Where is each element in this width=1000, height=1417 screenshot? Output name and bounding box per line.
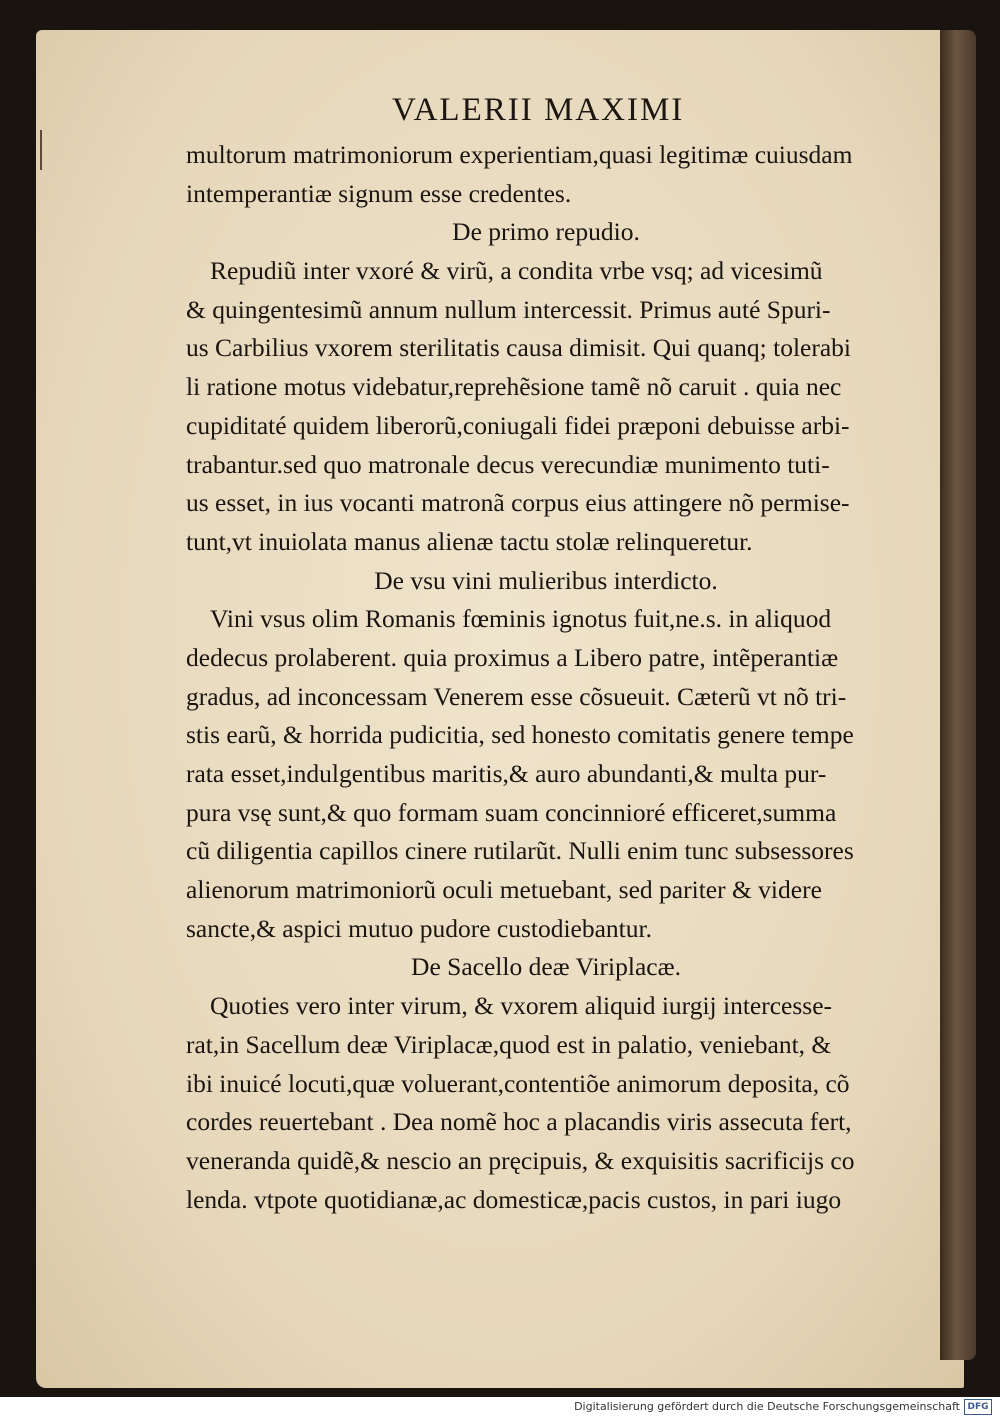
text-line: gradus, ad inconcessam Venerem esse cõsueuit. Cæterũ vt nõ tri- (186, 681, 847, 711)
text-line: intemperantiæ signum esse credentes. (186, 178, 572, 208)
page-edge-mark (40, 130, 52, 170)
text-line: cupiditaté quidem liberorũ,coniugali fidei præponi debuisse arbi- (186, 410, 850, 440)
text-line: dedecus prolaberent. quia proximus a Libero patre, intẽperantiæ (186, 642, 839, 672)
text-line: rat,in Sacellum deæ Viriplacæ,quod est in palatio, veniebant, & (186, 1029, 832, 1059)
text-line: lenda. vtpote quotidianæ,ac domesticæ,pacis custos, in pari iugo (186, 1184, 842, 1214)
text-line: pura vsę sunt,& quo formam suam concinnioré efficeret,summa (186, 797, 837, 827)
text-line: li ratione motus videbatur,reprehẽsione tamẽ nõ caruit . quia nec (186, 372, 842, 402)
text-line: Vini vsus olim Romanis fœminis ignotus fuit,ne.s. in aliquod (210, 604, 832, 634)
text-line: stis earũ, & horrida pudicitia, sed honesto comitatis genere tempe (186, 720, 854, 750)
text-line: trabantur.sed quo matronale decus verecundiæ munimento tuti- (186, 449, 830, 479)
text-line: & quingentesimũ annum nullum intercessit. Primus auté Spuri- (186, 294, 831, 324)
text-line: ibi inuicé locuti,quæ voluerant,contentiõe animorum deposita, cõ (186, 1068, 850, 1098)
text-line: Repudiũ inter vxoré & virũ, a condita vrbe vsq; ad vicesimũ (210, 256, 823, 286)
text-line: alienorum matrimoniorũ oculi metuebant, sed pariter & videre (186, 875, 822, 905)
digitization-credit: Digitalisierung gefördert durch die Deutsche Forschungsgemeinschaft (574, 1400, 960, 1413)
section-heading: De Sacello deæ Viriplacæ. (411, 952, 681, 982)
text-line: us esset, in ius vocanti matronã corpus eius attingere nõ permise- (186, 488, 850, 518)
text-line: Quoties vero inter virum, & vxorem aliquid iurgij intercesse- (210, 991, 833, 1021)
dfg-logo: DFG (964, 1399, 992, 1415)
text-line: tunt,vt inuiolata manus alienæ tactu stolæ relinqueretur. (186, 526, 753, 556)
text-line: cordes reuertebant . Dea nomẽ hoc a placandis viris assecuta fert, (186, 1107, 852, 1137)
text-line: veneranda quidẽ,& nescio an pręcipuis, & exquisitis sacrificijs co (186, 1145, 855, 1175)
running-head: VALERII MAXIMI (392, 92, 685, 128)
text-line: cũ diligentia capillos cinere rutilarũt. Nulli enim tunc subsessores (186, 836, 854, 866)
text-line: rata esset,indulgentibus maritis,& auro abundanti,& multa pur- (186, 759, 827, 788)
text-line: us Carbilius vxorem sterilitatis causa dimisit. Qui quanq; tolerabi (186, 333, 852, 363)
text-block (186, 136, 906, 1219)
text-line: multorum matrimoniorum experientiam,quasi legitimæ cuiusdam (186, 140, 853, 169)
text-line: sancte,& aspici mutuo pudore custodiebantur. (186, 913, 652, 943)
section-heading: De vsu vini mulieribus interdicto. (374, 565, 718, 595)
section-heading: De primo repudio. (452, 217, 640, 247)
book-gutter (940, 30, 976, 1360)
